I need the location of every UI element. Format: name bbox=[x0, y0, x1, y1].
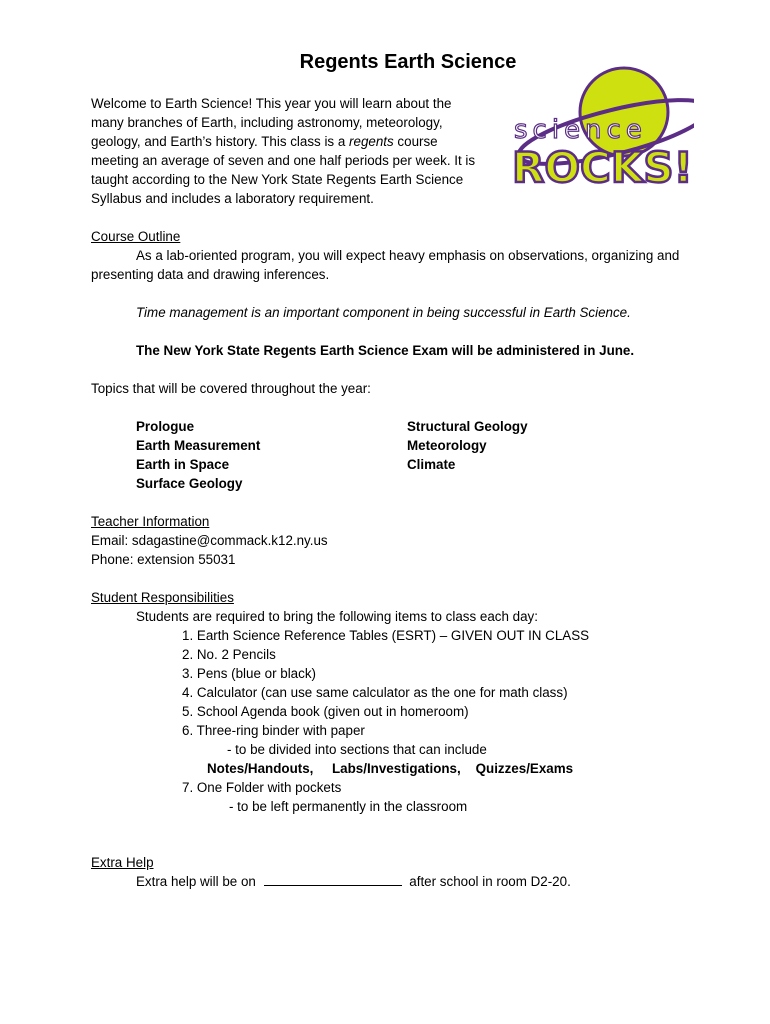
list-item: 5. School Agenda book (given out in homeroom) bbox=[182, 704, 469, 719]
intro-line: taught according to the New York State Regents Earth Science bbox=[91, 172, 464, 187]
logo-word-science: science bbox=[514, 115, 647, 145]
intro-line bbox=[91, 132, 438, 151]
time-management-note: Time management is an important component in being successful in Earth Science. bbox=[136, 305, 631, 320]
extra-help-text bbox=[136, 872, 571, 891]
topic-item: Prologue bbox=[136, 419, 195, 434]
intro-italic: regents bbox=[349, 134, 394, 149]
list-item: 6. Three-ring binder with paper bbox=[182, 723, 365, 738]
teacher-info-heading: Teacher Information bbox=[91, 514, 210, 529]
intro-line: Syllabus and includes a laboratory requirement. bbox=[91, 191, 374, 206]
binder-note: - to be divided into sections that can include bbox=[227, 742, 487, 757]
teacher-phone: Phone: extension 55031 bbox=[91, 552, 236, 567]
science-rocks-logo bbox=[504, 50, 694, 200]
list-item: 7. One Folder with pockets bbox=[182, 780, 342, 795]
intro-line: meeting an average of seven and one half periods per week. It is bbox=[91, 153, 476, 168]
course-outline-heading: Course Outline bbox=[91, 229, 181, 244]
intro-line: many branches of Earth, including astronomy, meteorology, bbox=[91, 115, 443, 130]
extra-help-after: after school in room D2-20. bbox=[405, 874, 571, 889]
logo-word-rocks: ROCKS! bbox=[512, 143, 693, 192]
folder-note: - to be left permanently in the classroom bbox=[229, 799, 468, 814]
topic-item: Structural Geology bbox=[407, 419, 528, 434]
extra-help-before: Extra help will be on bbox=[136, 874, 260, 889]
course-outline-text: presenting data and drawing inferences. bbox=[91, 267, 330, 282]
binder-sections: Notes/Handouts, Labs/Investigations, Quizzes/Exams bbox=[207, 761, 574, 776]
intro-text: geology, and Earth’s history. This class is a bbox=[91, 134, 350, 149]
list-item: 4. Calculator (can use same calculator as the one for math class) bbox=[182, 685, 568, 700]
topics-intro: Topics that will be covered throughout the year: bbox=[91, 381, 371, 396]
list-item: 2. No. 2 Pencils bbox=[182, 647, 276, 662]
topic-item: Earth Measurement bbox=[136, 438, 261, 453]
exam-note: The New York State Regents Earth Science Exam will be administered in June. bbox=[136, 343, 635, 358]
topic-item: Earth in Space bbox=[136, 457, 230, 472]
list-item: 1. Earth Science Reference Tables (ESRT) – GIVEN OUT IN CLASS bbox=[182, 628, 590, 643]
page-title: Regents Earth Science bbox=[299, 51, 517, 73]
topic-item: Meteorology bbox=[407, 438, 487, 453]
responsibilities-heading: Student Responsibilities bbox=[91, 590, 234, 605]
topic-item: Surface Geology bbox=[136, 476, 243, 491]
intro-text: course bbox=[393, 134, 438, 149]
topic-item: Climate bbox=[407, 457, 456, 472]
teacher-email: Email: sdagastine@commack.k12.ny.us bbox=[91, 533, 328, 548]
extra-help-blank-field[interactable] bbox=[264, 873, 402, 886]
responsibilities-intro: Students are required to bring the following items to class each day: bbox=[136, 609, 538, 624]
course-outline-text: As a lab-oriented program, you will expect heavy emphasis on observations, organizing and bbox=[136, 248, 680, 263]
extra-help-heading: Extra Help bbox=[91, 855, 154, 870]
list-item: 3. Pens (blue or black) bbox=[182, 666, 316, 681]
intro-line: Welcome to Earth Science! This year you will learn about the bbox=[91, 96, 452, 111]
